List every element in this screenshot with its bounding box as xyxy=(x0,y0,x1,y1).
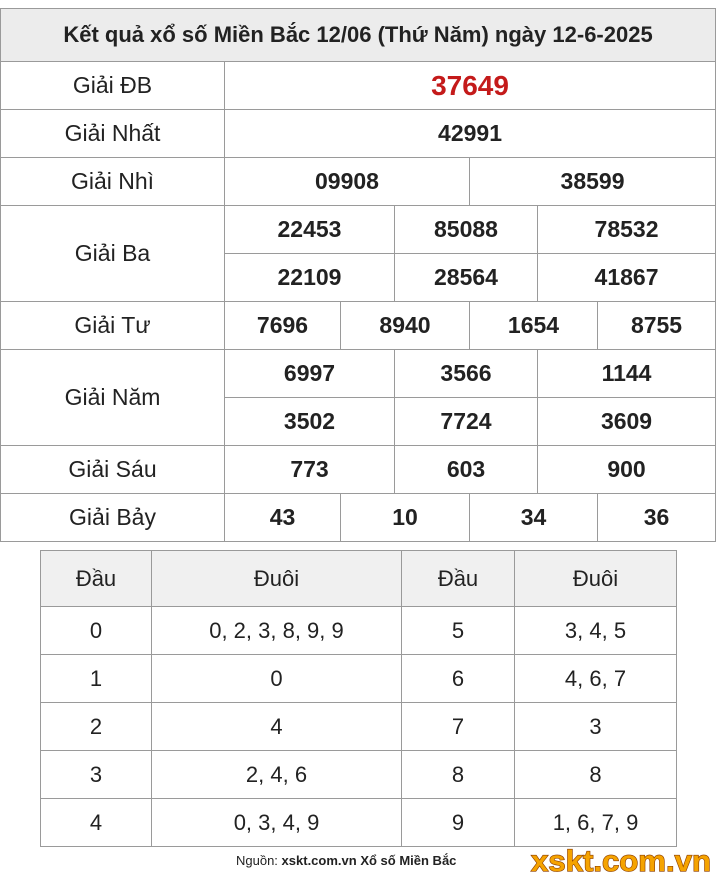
prize-number: 7696 xyxy=(225,302,341,350)
source-footer xyxy=(236,853,456,868)
loto-header-dau: Đầu xyxy=(402,551,515,607)
prize-number: 1144 xyxy=(538,350,716,398)
loto-row xyxy=(41,703,677,751)
loto-duoi: 0, 3, 4, 9 xyxy=(152,799,402,847)
prize-number: 8940 xyxy=(341,302,470,350)
loto-duoi: 3 xyxy=(515,703,677,751)
prize-number: 1654 xyxy=(470,302,598,350)
prize-number: 8755 xyxy=(598,302,716,350)
prize-number: 09908 xyxy=(225,158,470,206)
source-site: xskt.com.vn xyxy=(281,853,357,868)
prize-label-tu: Giải Tư xyxy=(1,302,225,350)
loto-duoi: 3, 4, 5 xyxy=(515,607,677,655)
prize-label-nam: Giải Năm xyxy=(1,350,225,446)
logo-text: xskt.com.vn xyxy=(531,845,711,878)
prize-row-nhat xyxy=(1,110,716,158)
source-name: Xổ số Miền Bắc xyxy=(360,853,457,868)
prize-number: 41867 xyxy=(538,254,716,302)
prize-number: 36 xyxy=(598,494,716,542)
prize-number: 34 xyxy=(470,494,598,542)
prize-number: 900 xyxy=(538,446,716,494)
prize-number: 3502 xyxy=(225,398,395,446)
prize-number: 38599 xyxy=(470,158,716,206)
prize-number: 3609 xyxy=(538,398,716,446)
prize-row-db xyxy=(1,62,716,110)
prize-label-sau: Giải Sáu xyxy=(1,446,225,494)
loto-dau: 2 xyxy=(41,703,152,751)
loto-dau: 1 xyxy=(41,655,152,703)
loto-table xyxy=(40,550,677,847)
prize-label-nhi: Giải Nhì xyxy=(1,158,225,206)
loto-dau: 7 xyxy=(402,703,515,751)
loto-header-dau: Đầu xyxy=(41,551,152,607)
loto-row xyxy=(41,799,677,847)
prize-row-sau xyxy=(1,446,716,494)
results-table xyxy=(0,8,716,542)
prize-number: 603 xyxy=(395,446,538,494)
prize-number: 3566 xyxy=(395,350,538,398)
prize-number: 22453 xyxy=(225,206,395,254)
loto-row xyxy=(41,607,677,655)
prize-label-ba: Giải Ba xyxy=(1,206,225,302)
loto-duoi: 0, 2, 3, 8, 9, 9 xyxy=(152,607,402,655)
prize-label-bay: Giải Bảy xyxy=(1,494,225,542)
loto-duoi: 8 xyxy=(515,751,677,799)
loto-duoi: 1, 6, 7, 9 xyxy=(515,799,677,847)
prize-number: 28564 xyxy=(395,254,538,302)
loto-header-row xyxy=(41,551,677,607)
prize-row-nam xyxy=(1,350,716,398)
prize-number: 43 xyxy=(225,494,341,542)
prize-number: 85088 xyxy=(395,206,538,254)
prize-label-db: Giải ĐB xyxy=(1,62,225,110)
prize-row-nhi xyxy=(1,158,716,206)
prize-number: 773 xyxy=(225,446,395,494)
source-label: Nguồn: xyxy=(236,853,278,868)
loto-header-duoi: Đuôi xyxy=(152,551,402,607)
page-title: Kết quả xổ số Miền Bắc 12/06 (Thứ Năm) ngày 12-6-2025 xyxy=(1,9,716,62)
xskt-logo xyxy=(528,842,714,878)
prize-label-nhat: Giải Nhất xyxy=(1,110,225,158)
loto-header-duoi: Đuôi xyxy=(515,551,677,607)
loto-row xyxy=(41,655,677,703)
prize-number: 10 xyxy=(341,494,470,542)
prize-number: 42991 xyxy=(225,110,716,158)
prize-row-bay xyxy=(1,494,716,542)
prize-row-ba xyxy=(1,206,716,254)
prize-number: 22109 xyxy=(225,254,395,302)
loto-dau: 0 xyxy=(41,607,152,655)
loto-dau: 3 xyxy=(41,751,152,799)
special-prize-number: 37649 xyxy=(225,62,716,110)
loto-row xyxy=(41,751,677,799)
loto-dau: 4 xyxy=(41,799,152,847)
prize-number: 78532 xyxy=(538,206,716,254)
loto-duoi: 0 xyxy=(152,655,402,703)
loto-duoi: 4, 6, 7 xyxy=(515,655,677,703)
loto-dau: 8 xyxy=(402,751,515,799)
loto-dau: 6 xyxy=(402,655,515,703)
loto-duoi: 4 xyxy=(152,703,402,751)
loto-dau: 9 xyxy=(402,799,515,847)
prize-row-tu xyxy=(1,302,716,350)
loto-duoi: 2, 4, 6 xyxy=(152,751,402,799)
loto-dau: 5 xyxy=(402,607,515,655)
prize-number: 7724 xyxy=(395,398,538,446)
prize-number: 6997 xyxy=(225,350,395,398)
